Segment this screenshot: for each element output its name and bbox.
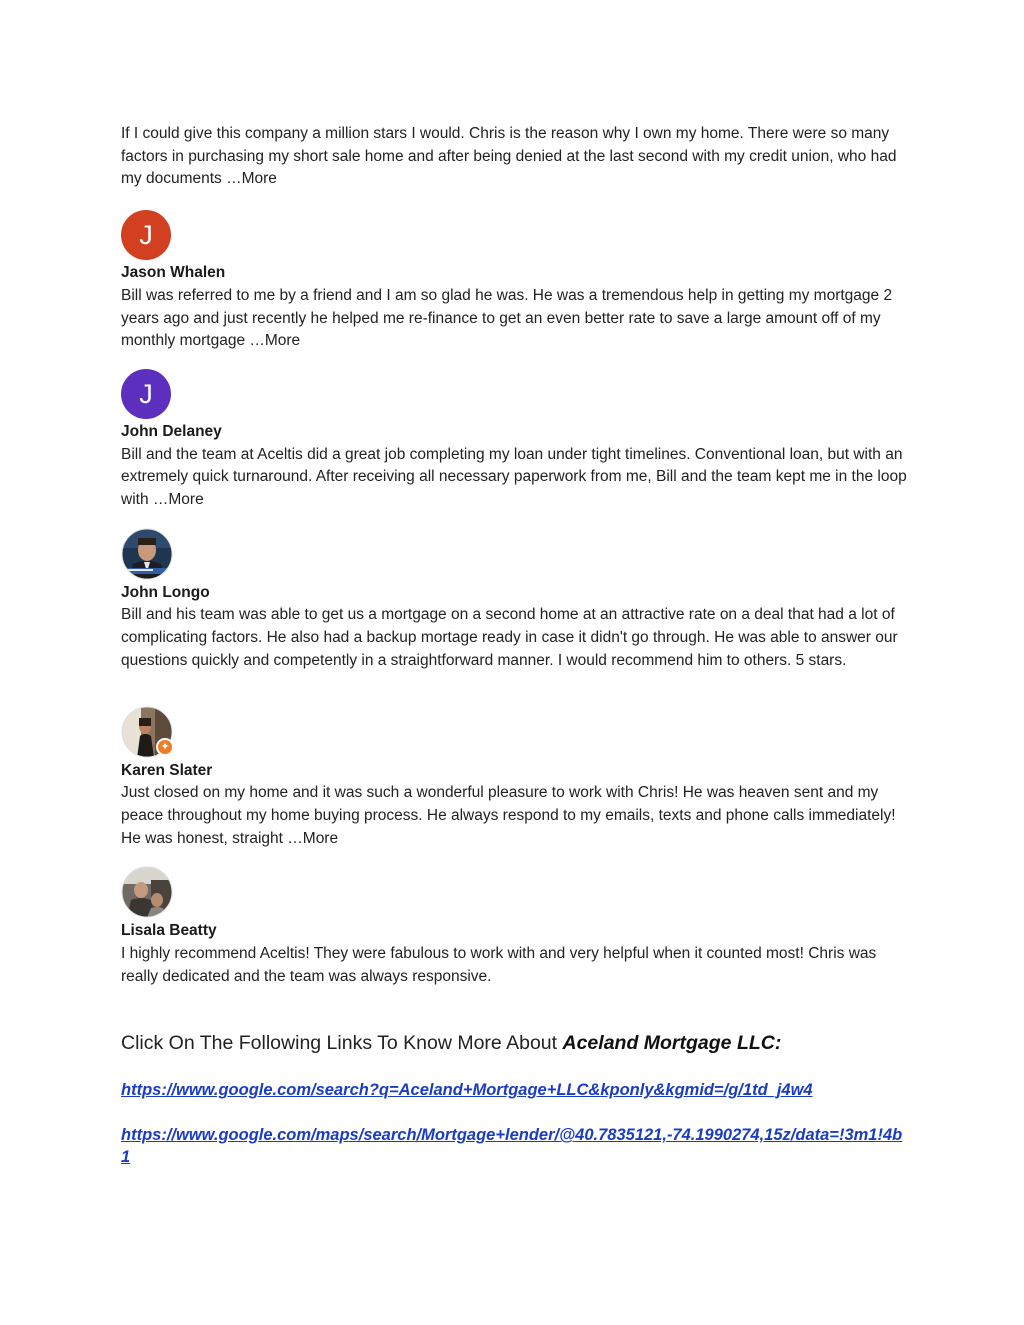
review-text: Bill was referred to me by a friend and I am so glad he was. He was a tremendous help in getting my mortgage 2 years ago and just recently he helped me re-finance to get an even better rate to save a large amount off of my monthly mortgage …More (121, 286, 893, 350)
google-maps-link[interactable]: https://www.google.com/maps/search/Mortgage+lender/@40.7835121,-74.1990274,15z/data=!3m1!4b1 (121, 1125, 903, 1167)
reviewer-name[interactable]: John Delaney (121, 422, 222, 440)
review-text: I highly recommend Aceltis! They were fabulous to work with and very helpful when it counted most! Chris was really dedicated and the team was always responsive. (121, 945, 877, 985)
avatar-letter: J (139, 220, 153, 251)
avatar[interactable] (121, 210, 171, 260)
reviewer-name[interactable]: Karen Slater (121, 761, 213, 779)
avatar-photo (121, 866, 173, 918)
avatar-letter: J (139, 378, 153, 409)
review-text: Bill and his team was able to get us a mortgage on a second home at an attractive rate on a deal that had a lot of complicating factors. He also had a backup mortage ready in case it didn't go through. He was able to answer our questions quickly and competently in a straightforward manner. I would recommend him to others. 5 stars. (121, 606, 898, 669)
avatar-photo (121, 528, 173, 580)
review-text: Bill and the team at Aceltis did a great job completing my loan under tight timelines. Conventional loan, but with an extremely quick turnaround. After receiving all necessary paperwork from me, Bill and the team kept me in the loop with …More (121, 445, 907, 509)
avatar[interactable] (121, 706, 173, 758)
intro-review-text: If I could give this company a million stars I would. Chris is the reason why I own my home. There were so many factors in purchasing my short sale home and after being denied at the last second with my credit union, who had my documents …More (121, 125, 897, 188)
review-item (121, 369, 911, 512)
reviewer-name[interactable]: Lisala Beatty (121, 922, 217, 940)
reviewer-name[interactable]: Jason Whalen (121, 264, 226, 282)
review-item (121, 210, 911, 353)
reviews-page (121, 123, 911, 1169)
google-search-link[interactable]: https://www.google.com/search?q=Aceland+Mortgage+LLC&kponly&kgmid=/g/1td_j4w4 (121, 1081, 813, 1100)
avatar[interactable] (121, 866, 173, 918)
links-heading-prefix: Click On The Following Links To Know More About (121, 1032, 558, 1055)
avatar[interactable] (121, 528, 173, 580)
company-name: Aceland Mortgage LLC: (562, 1032, 782, 1055)
review-item (121, 866, 911, 988)
review-text: Just closed on my home and it was such a wonderful pleasure to work with Chris! He was heaven sent and my peace throughout my home buying process. He always respond to my emails, texts and phone calls immediately! He was honest, straight …More (121, 784, 896, 847)
reviewer-name[interactable]: John Longo (121, 583, 210, 601)
links-heading (121, 1032, 911, 1055)
review-item (121, 528, 911, 673)
local-guide-badge-icon: ✦ (156, 738, 174, 756)
review-item (121, 706, 911, 851)
avatar[interactable] (121, 369, 171, 419)
